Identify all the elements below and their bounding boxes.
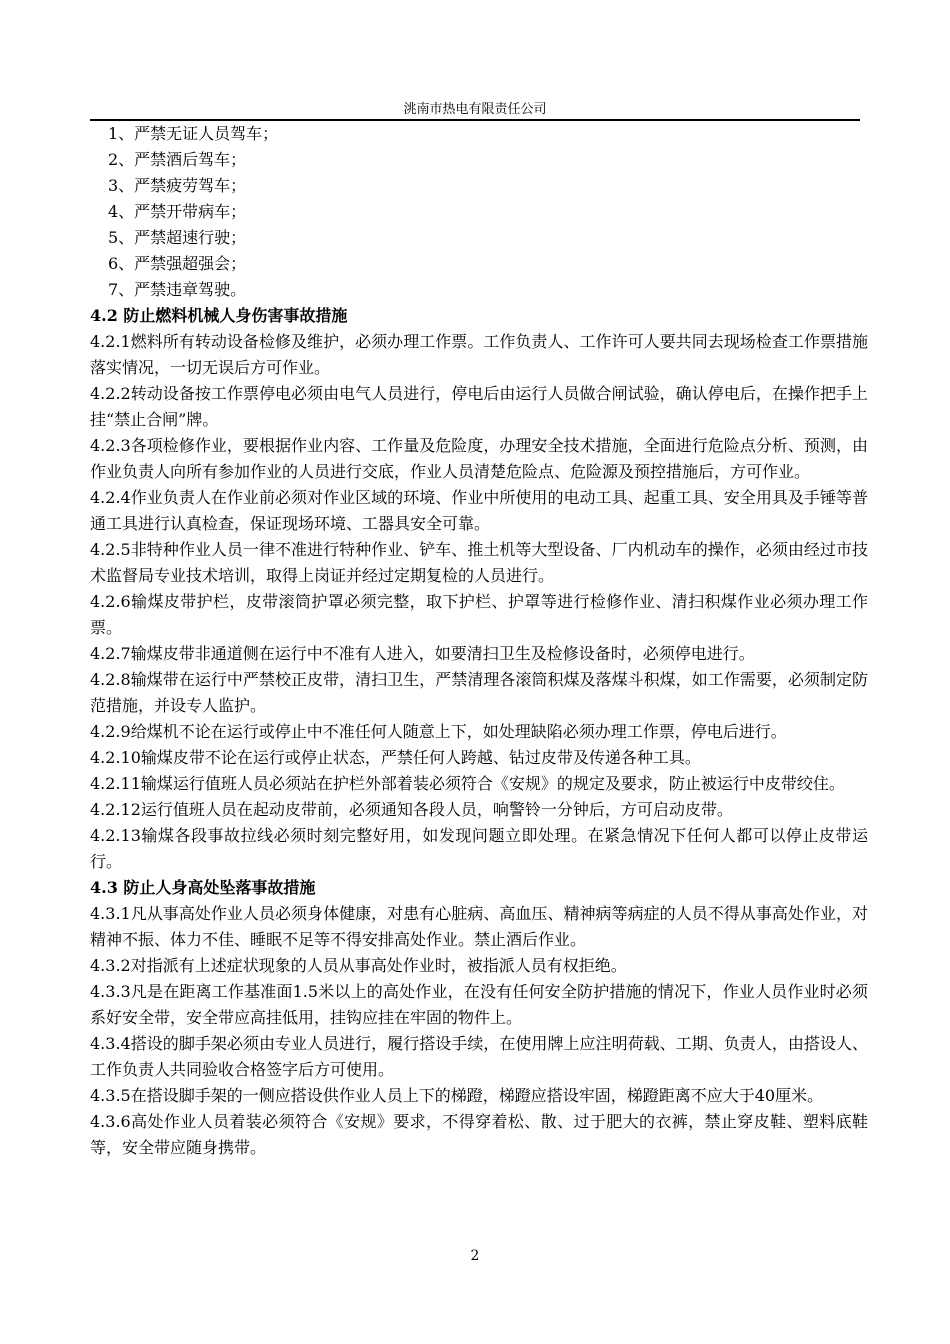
paragraph: 4.2.9给煤机不论在运行或停止中不准任何人随意上下，如处理缺陷必须办理工作票，停电后进行。 (90, 722, 787, 741)
paragraph: 4.2.12运行值班人员在起动皮带前，必须通知各段人员，响警铃一分钟后，方可启动皮带。 (90, 800, 733, 819)
paragraph: 4.3.1凡从事高处作业人员必须身体健康，对患有心脏病、高血压、精神病等病症的人员不得从事高处作业，对精神不振、体力不佳、睡眠不足等不得安排高处作业。禁止酒后作业。 (90, 904, 868, 949)
paragraph: 4.2.4作业负责人在作业前必须对作业区域的环境、作业中所使用的电动工具、起重工具、安全用具及手锤等普通工具进行认真检查，保证现场环境、工器具安全可靠。 (90, 488, 868, 533)
page-header (90, 102, 860, 121)
paragraph: 4.2.10输煤皮带不论在运行或停止状态，严禁任何人跨越、钻过皮带及传递各种工具。 (90, 748, 701, 767)
paragraph: 4.3.3凡是在距离工作基准面1.5米以上的高处作业，在没有任何安全防护措施的情况下，作业人员作业时必须系好安全带，安全带应高挂低用，挂钩应挂在牢固的物件上。 (90, 982, 868, 1027)
paragraph: 4.2.8输煤带在运行中严禁校正皮带，清扫卫生，严禁清理各滚筒积煤及落煤斗积煤，如工作需要，必须制定防范措施，并设专人监护。 (90, 670, 868, 715)
company-name: 洮南市热电有限责任公司 (403, 102, 547, 117)
list-item: 7、严禁违章驾驶。 (108, 280, 247, 299)
paragraph: 4.2.11输煤运行值班人员必须站在护栏外部着装必须符合《安规》的规定及要求，防止被运行中皮带绞住。 (90, 774, 845, 793)
document-body (90, 121, 868, 1161)
paragraph: 4.2.7输煤皮带非通道侧在运行中不准有人进入，如要清扫卫生及检修设备时，必须停电进行。 (90, 644, 755, 663)
list-item: 1、严禁无证人员驾车； (108, 124, 279, 143)
section-heading: 4.2 防止燃料机械人身伤害事故措施 (90, 306, 348, 325)
list-item: 6、严禁强超强会； (108, 254, 247, 273)
page-number: 2 (470, 1248, 480, 1264)
list-item: 2、严禁酒后驾车； (108, 150, 247, 169)
paragraph: 4.3.6高处作业人员着装必须符合《安规》要求，不得穿着松、散、过于肥大的衣裤，禁止穿皮鞋、塑料底鞋等，安全带应随身携带。 (90, 1112, 868, 1157)
paragraph: 4.2.13输煤各段事故拉线必须时刻完整好用，如发现问题立即处理。在紧急情况下任何人都可以停止皮带运行。 (90, 826, 868, 871)
paragraph: 4.3.4搭设的脚手架必须由专业人员进行，履行搭设手续，在使用牌上应注明荷载、工期、负责人，由搭设人、工作负责人共同验收合格签字后方可使用。 (90, 1034, 868, 1079)
paragraph: 4.3.2对指派有上述症状现象的人员从事高处作业时，被指派人员有权拒绝。 (90, 956, 627, 975)
paragraph: 4.2.6输煤皮带护栏，皮带滚筒护罩必须完整，取下护栏、护罩等进行检修作业、清扫积煤作业必须办理工作票。 (90, 592, 868, 637)
section-heading: 4.3 防止人身高处坠落事故措施 (90, 878, 316, 897)
page-footer (0, 1248, 950, 1264)
list-item: 3、严禁疲劳驾车； (108, 176, 247, 195)
paragraph: 4.2.3各项检修作业，要根据作业内容、工作量及危险度，办理安全技术措施，全面进行危险点分析、预测，由作业负责人向所有参加作业的人员进行交底，作业人员清楚危险点、危险源及预控措施后，方可作业。 (90, 436, 868, 481)
list-item: 4、严禁开带病车； (108, 202, 247, 221)
paragraph: 4.3.5在搭设脚手架的一侧应搭设供作业人员上下的梯蹬，梯蹬应搭设牢固，梯蹬距离不应大于40厘米。 (90, 1086, 824, 1105)
paragraph: 4.2.5非特种作业人员一律不准进行特种作业、铲车、推土机等大型设备、厂内机动车的操作，必须由经过市技术监督局专业技术培训，取得上岗证并经过定期复检的人员进行。 (90, 540, 868, 585)
paragraph: 4.2.2转动设备按工作票停电必须由电气人员进行，停电后由运行人员做合闸试验，确认停电后，在操作把手上挂“禁止合闸”牌。 (90, 384, 868, 429)
paragraph: 4.2.1燃料所有转动设备检修及维护，必须办理工作票。工作负责人、工作许可人要共同去现场检查工作票措施落实情况，一切无误后方可作业。 (90, 332, 868, 377)
list-item: 5、严禁超速行驶； (108, 228, 247, 247)
